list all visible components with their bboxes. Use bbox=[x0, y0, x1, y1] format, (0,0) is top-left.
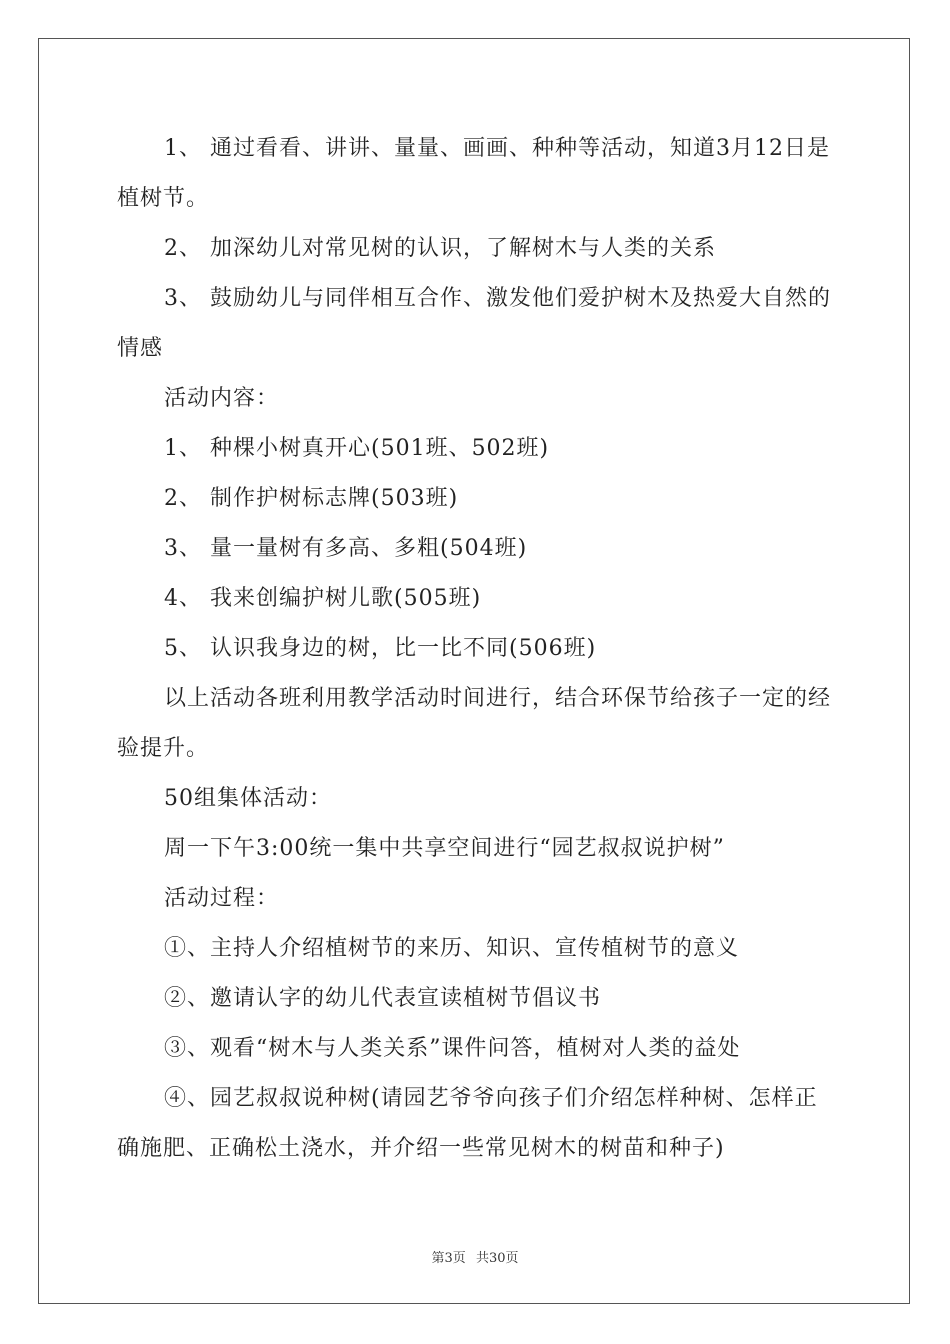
section-heading-content: 活动内容： bbox=[164, 386, 280, 411]
content-item-4: 4、 我来创编护树儿歌(505班) bbox=[164, 586, 482, 611]
process-step-4: ④、园艺叔叔说种树(请园艺爷爷向孩子们介绍怎样种树、怎样正确施肥、正确松土浇水，并介绍一些常见树木的树苗和种子) bbox=[117, 1086, 818, 1161]
content-item-3: 3、 量一量树有多高、多粗(504班) bbox=[164, 536, 528, 561]
section-heading-process: 活动过程： bbox=[164, 886, 280, 911]
process-step-1: ①、主持人介绍植树节的来历、知识、宣传植树节的意义 bbox=[164, 936, 740, 961]
objective-3: 3、 鼓励幼儿与同伴相互合作、激发他们爱护树木及热爱大自然的情感 bbox=[117, 286, 831, 361]
page-total: 共30页 bbox=[475, 1251, 519, 1266]
group-activity-time: 周一下午3:00统一集中共享空间进行“园艺叔叔说护树” bbox=[164, 836, 725, 861]
page-footer bbox=[0, 1247, 950, 1266]
process-step-3: ③、观看“树木与人类关系”课件问答，植树对人类的益处 bbox=[164, 1036, 741, 1061]
document-body bbox=[117, 124, 837, 1174]
section-heading-group: 50组集体活动： bbox=[164, 786, 332, 811]
objective-1: 1、 通过看看、讲讲、量量、画画、种种等活动，知道3月12日是植树节。 bbox=[117, 136, 830, 211]
content-item-5: 5、 认识我身边的树，比一比不同(506班) bbox=[164, 636, 597, 661]
content-item-2: 2、 制作护树标志牌(503班) bbox=[164, 486, 459, 511]
process-step-2: ②、邀请认字的幼儿代表宣读植树节倡议书 bbox=[164, 986, 602, 1011]
content-item-1: 1、 种棵小树真开心(501班、502班) bbox=[164, 436, 550, 461]
objective-2: 2、 加深幼儿对常见树的认识，了解树木与人类的关系 bbox=[164, 236, 716, 261]
content-note: 以上活动各班利用教学活动时间进行，结合环保节给孩子一定的经验提升。 bbox=[117, 686, 832, 761]
page-number: 第3页 bbox=[431, 1251, 466, 1266]
